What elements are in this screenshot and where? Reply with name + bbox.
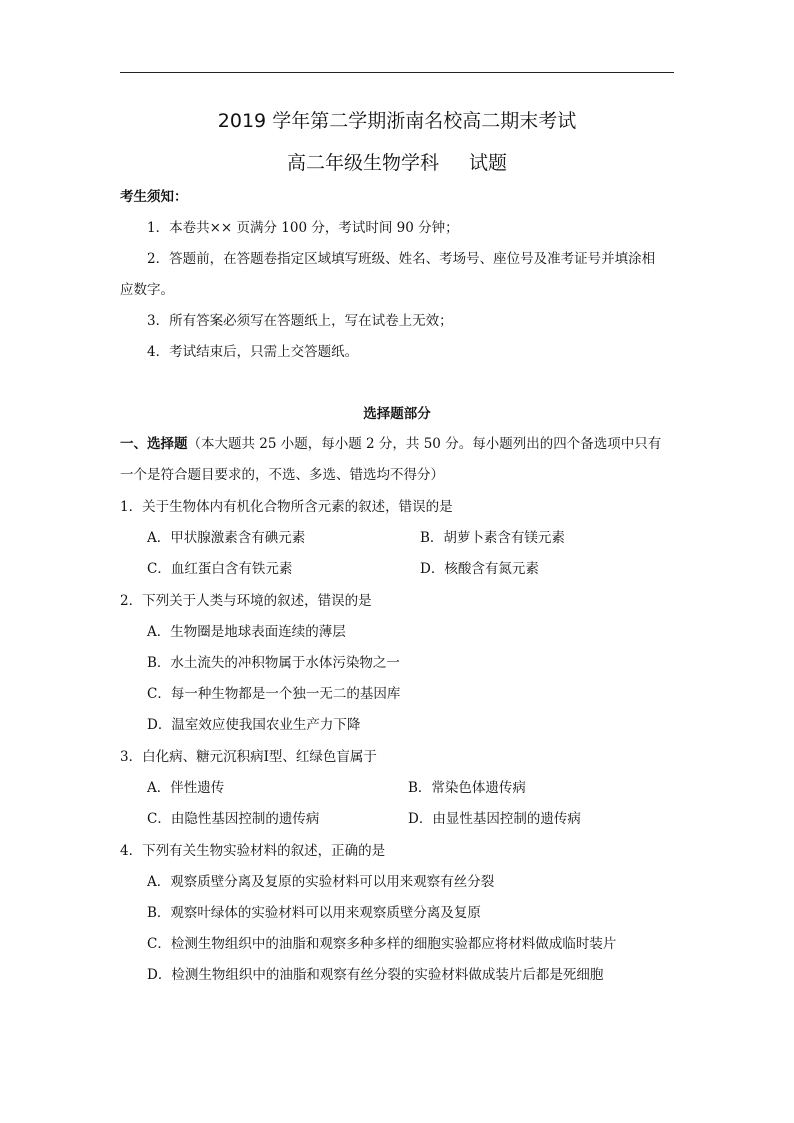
question-option: D．核酸含有氮元素 — [420, 561, 539, 577]
section-intro-text: （本大题共 25 小题，每小题 2 分，共 50 分。每小题列出的四个备选项中只有 — [187, 436, 662, 452]
question-option: B．胡萝卜素含有镁元素 — [420, 530, 565, 546]
question-stem: 4．下列有关生物实验材料的叙述，正确的是 — [120, 843, 386, 859]
notice-item: 应数字。 — [120, 282, 174, 298]
section-heading: 选择题部分 — [363, 406, 431, 422]
question-option: D．由显性基因控制的遗传病 — [408, 811, 581, 827]
header-rule — [120, 72, 674, 73]
question-option: A．伴性遗传 — [147, 780, 225, 796]
question-option: B．常染色体遗传病 — [408, 780, 526, 796]
notice-item: 3．所有答案必须写在答题纸上，写在试卷上无效； — [147, 313, 453, 329]
question-option: A．生物圈是地球表面连续的薄层 — [147, 624, 346, 640]
question-option: B．水土流失的冲积物属于水体污染物之一 — [147, 655, 400, 671]
question-option: A．观察质壁分离及复原的实验材料可以用来观察有丝分裂 — [147, 874, 495, 890]
question-option: D．温室效应使我国农业生产力下降 — [147, 717, 361, 733]
question-option: C．检测生物组织中的油脂和观察多种多样的细胞实验都应将材料做成临时装片 — [147, 936, 617, 952]
notice-item: 1．本卷共×× 页满分 100 分，考试时间 90 分钟； — [147, 220, 459, 236]
notice-heading: 考生须知： — [120, 189, 188, 205]
subject-label: 高二年级生物学科 — [286, 152, 439, 174]
paper-label: 试题 — [469, 152, 508, 174]
exam-subtitle — [0, 148, 794, 175]
exam-title: 2019 学年第二学期浙南名校高二期末考试 — [217, 110, 577, 132]
section-intro-label: 一、选择题 — [120, 436, 188, 452]
question-stem: 3．白化病、糖元沉积病Ⅰ型、红绿色盲属于 — [120, 749, 377, 765]
question-option: C．由隐性基因控制的遗传病 — [147, 811, 320, 827]
question-option: A．甲状腺激素含有碘元素 — [147, 530, 306, 546]
question-option: D．检测生物组织中的油脂和观察有丝分裂的实验材料做成装片后都是死细胞 — [147, 967, 604, 983]
section-intro — [120, 434, 661, 454]
question-stem: 2．下列关于人类与环境的叙述，错误的是 — [120, 593, 372, 609]
question-option: B．观察叶绿体的实验材料可以用来观察质壁分离及复原 — [147, 905, 481, 921]
question-option: C．每一种生物都是一个独一无二的基因库 — [147, 686, 401, 702]
notice-item: 4．考试结束后，只需上交答题纸。 — [147, 344, 359, 360]
section-intro-line2: 一个是符合题目要求的，不选、多选、错选均不得分） — [120, 467, 444, 483]
question-option: C．血红蛋白含有铁元素 — [147, 561, 293, 577]
question-stem: 1．关于生物体内有机化合物所含元素的叙述，错误的是 — [120, 499, 453, 515]
notice-item: 2．答题前，在答题卷指定区域填写班级、姓名、考场号、座位号及准考证号并填涂相 — [147, 251, 656, 267]
